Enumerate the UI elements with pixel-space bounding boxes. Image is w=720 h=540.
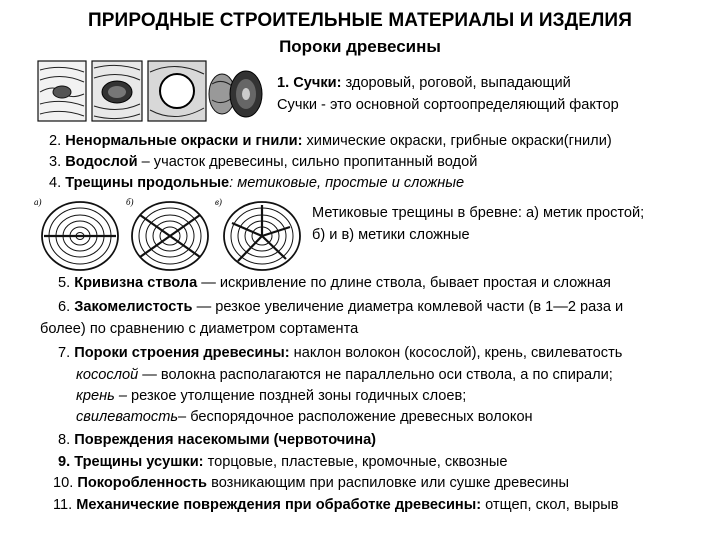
item-11: 11. Механические повреждения при обработке древесины: отщеп, скол, вырыв bbox=[53, 497, 619, 513]
log-section-c bbox=[224, 202, 300, 270]
crack-label-a: а) bbox=[34, 197, 42, 207]
slide-subtitle: Пороки древесины bbox=[279, 37, 441, 56]
cracks-caption-line1: Метиковые трещины в бревне: а) метик простой; bbox=[312, 205, 645, 221]
log-section-a bbox=[42, 202, 118, 270]
slide-title: ПРИРОДНЫЕ СТРОИТЕЛЬНЫЕ МАТЕРИАЛЫ И ИЗДЕЛИЯ bbox=[88, 10, 632, 31]
item-4: 4. Трещины продольные: метиковые, простые и сложные bbox=[49, 175, 465, 191]
item-2: 2. Ненормальные окраски и гнили: химические окраски, грибные окраски(гнили) bbox=[49, 133, 612, 149]
item-10: 10. Покоробленность возникающим при распиловке или сушке древесины bbox=[53, 475, 569, 491]
cracks-caption-line2: б) и в) метики сложные bbox=[312, 227, 470, 243]
item-6-continuation: более) по сравнению с диаметром сортамента bbox=[40, 321, 359, 337]
knots-illustration bbox=[34, 58, 266, 124]
item-5: 5. Кривизна ствола — искривление по длине ствола, бывает простая и сложная bbox=[58, 275, 611, 291]
item-7-compression-wood: крень – резкое утолщение поздней зоны годичных слоев; bbox=[76, 388, 467, 404]
crack-label-c: в) bbox=[215, 197, 222, 207]
knot-image-3 bbox=[148, 61, 206, 121]
item-7: 7. Пороки строения древесины: наклон волокон (косослой), крень, свилеватость bbox=[58, 345, 623, 361]
item-8: 8. Повреждения насекомыми (червоточина) bbox=[58, 432, 377, 448]
crack-label-b: б) bbox=[126, 197, 134, 207]
knot-image-1 bbox=[38, 61, 86, 121]
item-6: 6. Закомелистость — резкое увеличение диаметра комлевой части (в 1—2 раза и bbox=[58, 299, 624, 315]
knot-image-2 bbox=[92, 61, 142, 121]
knot-image-5 bbox=[230, 71, 262, 117]
item-9: 9. Трещины усушки: торцовые, пластевые, кромочные, сквозные bbox=[58, 454, 508, 470]
knots-definition: Сучки - это основной сортоопределяющий фактор bbox=[277, 97, 619, 113]
knots-line: 1. Сучки: здоровый, роговой, выпадающий bbox=[277, 75, 571, 91]
log-cracks-illustration bbox=[32, 193, 310, 273]
item-3: 3. Водослой – участок древесины, сильно пропитанный водой bbox=[49, 154, 478, 170]
log-section-b bbox=[132, 202, 208, 270]
item-7-curly-grain: свилеватость– беспорядочное расположение древесных волокон bbox=[76, 409, 533, 425]
item-7-cross-grain: косослой — волокна располагаются не параллельно оси ствола, а по спирали; bbox=[76, 367, 613, 383]
